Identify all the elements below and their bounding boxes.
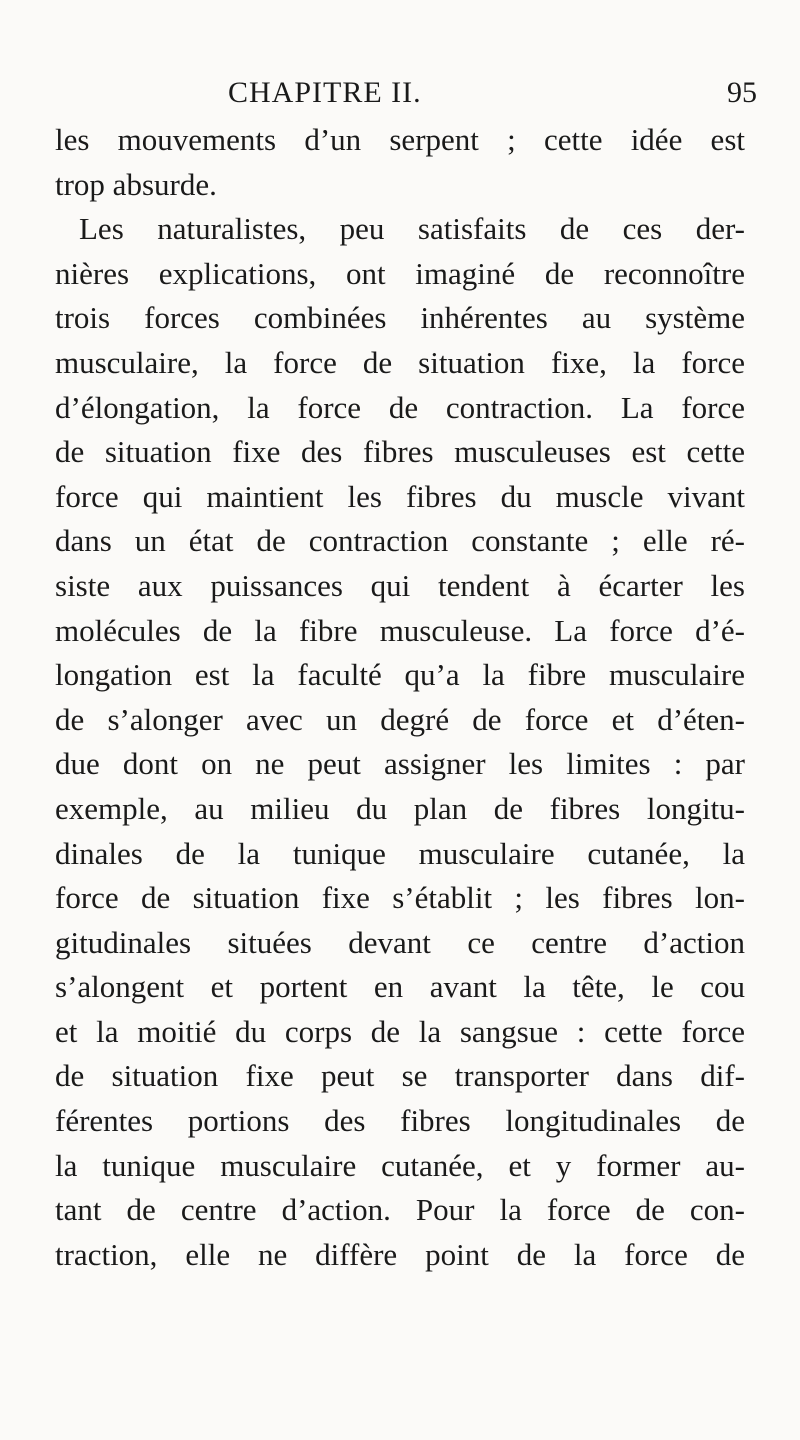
text-line: Les naturalistes, peu satisfaits de ces der- bbox=[79, 211, 745, 247]
chapter-title: CHAPITRE II. bbox=[228, 76, 422, 109]
text-line: de s’alonger avec un degré de force et d’éten- bbox=[55, 701, 745, 737]
text-line: trois forces combinées inhérentes au système bbox=[55, 300, 745, 336]
body-text bbox=[55, 118, 745, 1277]
text-line: trop absurde. bbox=[55, 166, 217, 202]
text-line: force de situation fixe s’établit ; les fibres lon- bbox=[55, 880, 745, 916]
text-line: due dont on ne peut assigner les limites : par bbox=[55, 746, 745, 782]
text-line: exemple, au milieu du plan de fibres longitu- bbox=[55, 790, 745, 826]
text-line: dinales de la tunique musculaire cutanée, la bbox=[55, 835, 745, 871]
running-head bbox=[0, 76, 800, 116]
text-line: de situation fixe peut se transporter dans dif- bbox=[55, 1058, 745, 1094]
text-line: dans un état de contraction constante ; elle ré- bbox=[55, 523, 745, 559]
text-line: de situation fixe des fibres musculeuses est cette bbox=[55, 434, 745, 470]
text-line: et la moitié du corps de la sangsue : cette force bbox=[55, 1013, 745, 1049]
text-line: molécules de la fibre musculeuse. La force d’é- bbox=[55, 612, 745, 648]
text-line: traction, elle ne diffère point de la force de bbox=[55, 1236, 745, 1272]
text-line: les mouvements d’un serpent ; cette idée est bbox=[55, 122, 745, 157]
text-line: férentes portions des fibres longitudinales de bbox=[55, 1103, 745, 1139]
text-line: force qui maintient les fibres du muscle vivant bbox=[55, 478, 745, 514]
text-line: nières explications, ont imaginé de reconnoître bbox=[55, 255, 745, 291]
text-line: d’élongation, la force de contraction. La force bbox=[55, 389, 745, 425]
text-line: la tunique musculaire cutanée, et y former au- bbox=[55, 1147, 745, 1183]
text-line: tant de centre d’action. Pour la force de con- bbox=[55, 1192, 745, 1228]
text-line: s’alongent et portent en avant la tête, le cou bbox=[55, 969, 745, 1005]
text-line: musculaire, la force de situation fixe, la force bbox=[55, 344, 745, 380]
text-line: longation est la faculté qu’a la fibre musculaire bbox=[55, 657, 745, 693]
page-number: 95 bbox=[727, 76, 757, 109]
text-line: siste aux puissances qui tendent à écarter les bbox=[55, 567, 745, 603]
text-line: gitudinales situées devant ce centre d’action bbox=[55, 924, 745, 960]
